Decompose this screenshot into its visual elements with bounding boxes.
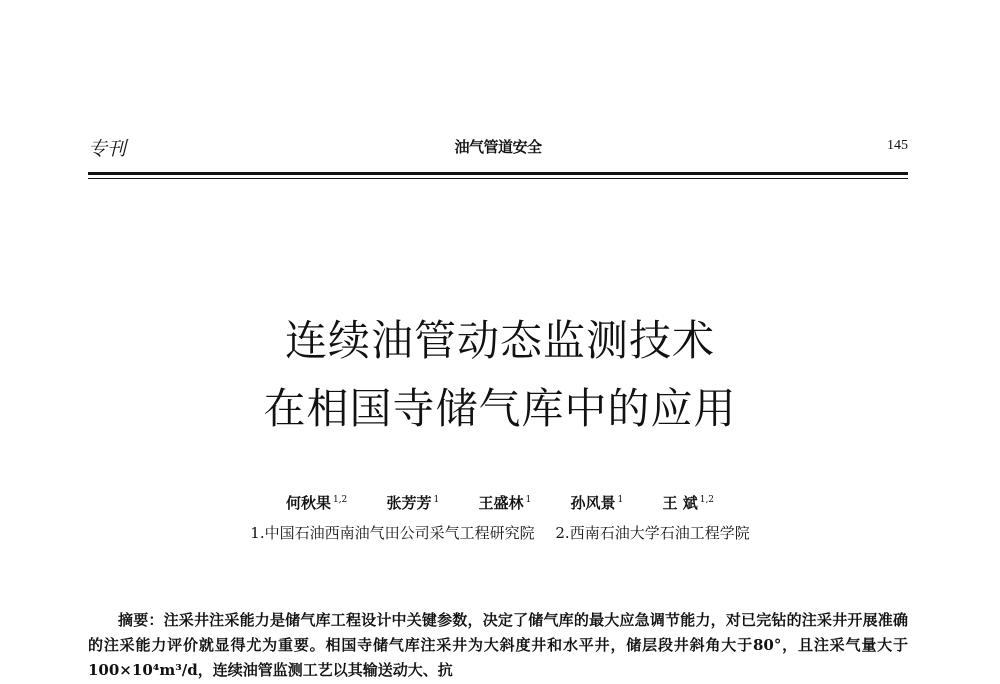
running-header	[88, 132, 908, 160]
abstract-text: 注采井注采能力是储气库工程设计中关键参数，决定了储气库的最大应急调节能力，对已完钻的注采井开展准确的注采能力评价就显得尤为重要。相国寺储气库注采井为大斜度井和水平井，储层段井斜角大于80°，且注采气量大于100×10⁴m³/d，连续油管监测工艺以其输送动大、抗	[88, 611, 908, 679]
journal-section-label: 专刊	[88, 138, 127, 160]
author-list	[0, 492, 1000, 513]
author: 王盛林 $^1$	[478, 494, 532, 512]
paper-title-line-2: 在相国寺储气库中的应用	[263, 384, 737, 433]
affiliation: 2.西南石油大学石油工程学院	[555, 524, 750, 542]
paper-title-line-1: 连续油管动态监测技术	[284, 316, 715, 365]
journal-title: 油气管道安全	[454, 138, 542, 156]
author: 何秋果 $^{1,2}$	[285, 494, 348, 512]
author: 张芳芳 $^1$	[386, 494, 440, 512]
affiliation-list	[0, 522, 1000, 543]
header-rule-thin	[88, 178, 908, 179]
page-number: 145	[887, 138, 908, 153]
header-rule-thick	[88, 172, 908, 175]
abstract	[88, 608, 908, 683]
author: 王 斌 $^{1,2}$	[662, 494, 715, 512]
author: 孙风景 $^1$	[570, 494, 624, 512]
abstract-label: 摘要：	[118, 611, 164, 629]
affiliation: 1.中国石油西南油气田公司采气工程研究院	[250, 524, 535, 542]
